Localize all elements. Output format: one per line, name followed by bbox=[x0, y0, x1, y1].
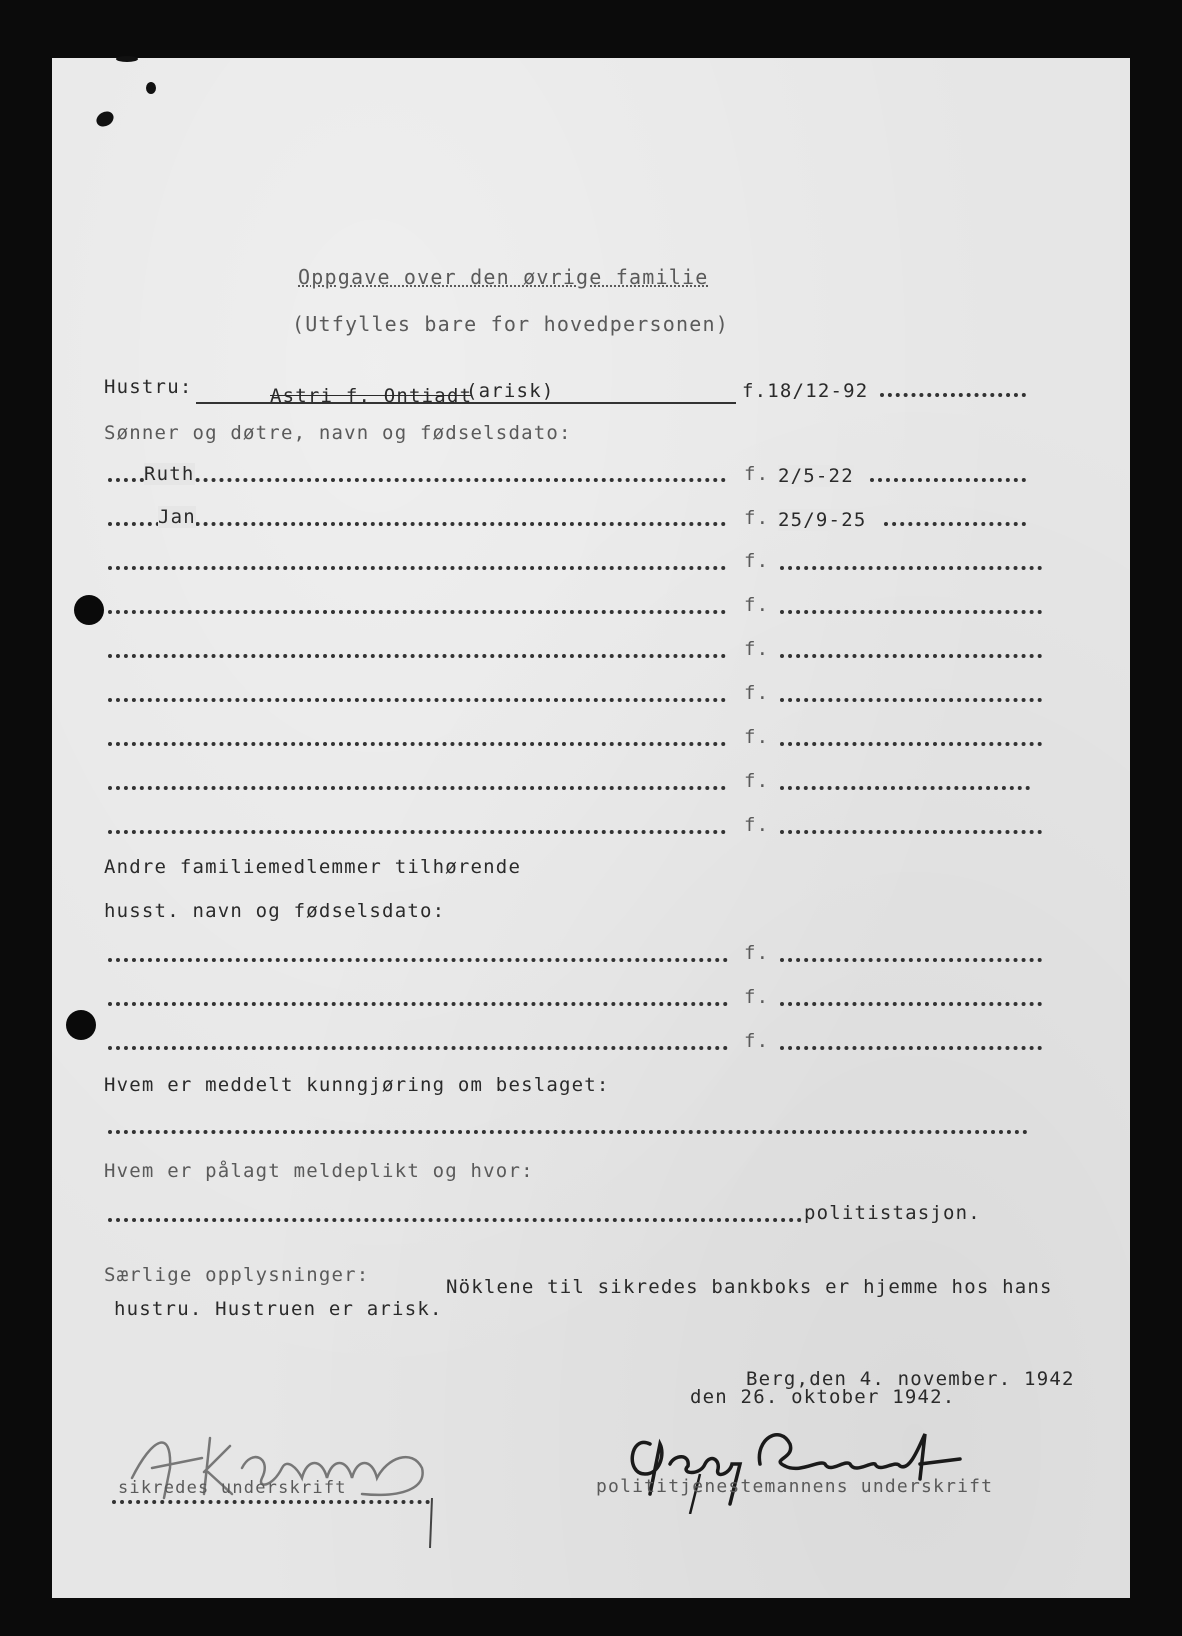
born-prefix: f. bbox=[744, 594, 770, 616]
row-dots bbox=[780, 1046, 1042, 1050]
row-dots bbox=[884, 522, 1026, 526]
special-text-1: Nöklene til sikredes bankboks er hjemme hos hans bbox=[446, 1276, 1053, 1298]
row-dots bbox=[108, 610, 726, 614]
child-birthdate: 25/9-25 bbox=[778, 509, 867, 531]
row-dots bbox=[108, 566, 726, 570]
insured-signature-line bbox=[112, 1500, 430, 1504]
insured-signature-label: sikredes underskrift bbox=[118, 1478, 347, 1498]
form-subtitle: (Utfylles bare for hovedpersonen) bbox=[292, 312, 729, 336]
born-prefix: f. bbox=[744, 986, 770, 1008]
row-dots bbox=[870, 478, 1026, 482]
born-prefix: f. bbox=[744, 550, 770, 572]
born-prefix: f. bbox=[744, 1030, 770, 1052]
row-dots bbox=[108, 654, 726, 658]
child-name: Jan bbox=[158, 506, 196, 528]
row-dots bbox=[108, 786, 726, 790]
row-dots bbox=[108, 1046, 728, 1050]
row-dots bbox=[780, 698, 1042, 702]
row-dots bbox=[108, 1002, 728, 1006]
wife-label: Hustru: bbox=[104, 376, 193, 398]
ink-smudge bbox=[116, 56, 138, 62]
born-prefix: f. bbox=[744, 463, 770, 485]
born-prefix: f. bbox=[744, 507, 770, 529]
duty-suffix: politistasjon. bbox=[804, 1202, 981, 1224]
row-dots bbox=[780, 830, 1042, 834]
child-birthdate: 2/5-22 bbox=[778, 465, 854, 487]
row-dots bbox=[108, 1218, 802, 1222]
born-prefix: f. bbox=[744, 638, 770, 660]
born-prefix: f. bbox=[744, 814, 770, 836]
date-line-1: Berg,den 4. november. 1942 bbox=[746, 1368, 1075, 1390]
row-dots bbox=[780, 610, 1042, 614]
wife-birthdate: f.18/12-92 bbox=[742, 380, 869, 402]
wife-note: (arisk) bbox=[466, 380, 555, 402]
wife-name: Astri f. Ontiadt bbox=[270, 385, 473, 407]
other-members-label-2: husst. navn og fødselsdato: bbox=[104, 900, 446, 922]
date-line-2: den 26. oktober 1942. bbox=[690, 1386, 956, 1408]
other-members-label-1: Andre familiemedlemmer tilhørende bbox=[104, 856, 522, 878]
duty-label: Hvem er pålagt meldeplikt og hvor: bbox=[104, 1160, 534, 1182]
wife-dots bbox=[880, 393, 1026, 397]
document-page bbox=[52, 58, 1130, 1598]
form-title: Oppgave over den øvrige familie bbox=[298, 265, 709, 289]
row-dots bbox=[108, 830, 726, 834]
born-prefix: f. bbox=[744, 726, 770, 748]
row-dots bbox=[780, 566, 1042, 570]
punch-hole-top bbox=[74, 595, 104, 625]
row-dots bbox=[108, 958, 728, 962]
row-dots bbox=[108, 478, 726, 482]
row-dots bbox=[108, 522, 726, 526]
row-dots bbox=[780, 654, 1042, 658]
born-prefix: f. bbox=[744, 770, 770, 792]
row-dots bbox=[108, 742, 726, 746]
row-dots bbox=[108, 1130, 1028, 1134]
special-label: Særlige opplysninger: bbox=[104, 1264, 370, 1286]
born-prefix: f. bbox=[744, 682, 770, 704]
row-dots bbox=[108, 698, 726, 702]
born-prefix: f. bbox=[744, 942, 770, 964]
ink-smudge bbox=[146, 82, 156, 94]
row-dots bbox=[780, 1002, 1042, 1006]
notice-label: Hvem er meddelt kunngjøring om beslaget: bbox=[104, 1074, 610, 1096]
officer-signature bbox=[620, 1404, 1020, 1514]
row-dots bbox=[780, 958, 1042, 962]
special-text-2: hustru. Hustruen er arisk. bbox=[114, 1298, 443, 1320]
row-dots bbox=[780, 742, 1042, 746]
row-dots bbox=[780, 786, 1030, 790]
punch-hole-bottom bbox=[66, 1010, 96, 1040]
child-name: Ruth bbox=[144, 463, 195, 485]
officer-signature-label: polititjenestemannens underskrift bbox=[596, 1476, 994, 1497]
children-label: Sønner og døtre, navn og fødselsdato: bbox=[104, 422, 572, 444]
